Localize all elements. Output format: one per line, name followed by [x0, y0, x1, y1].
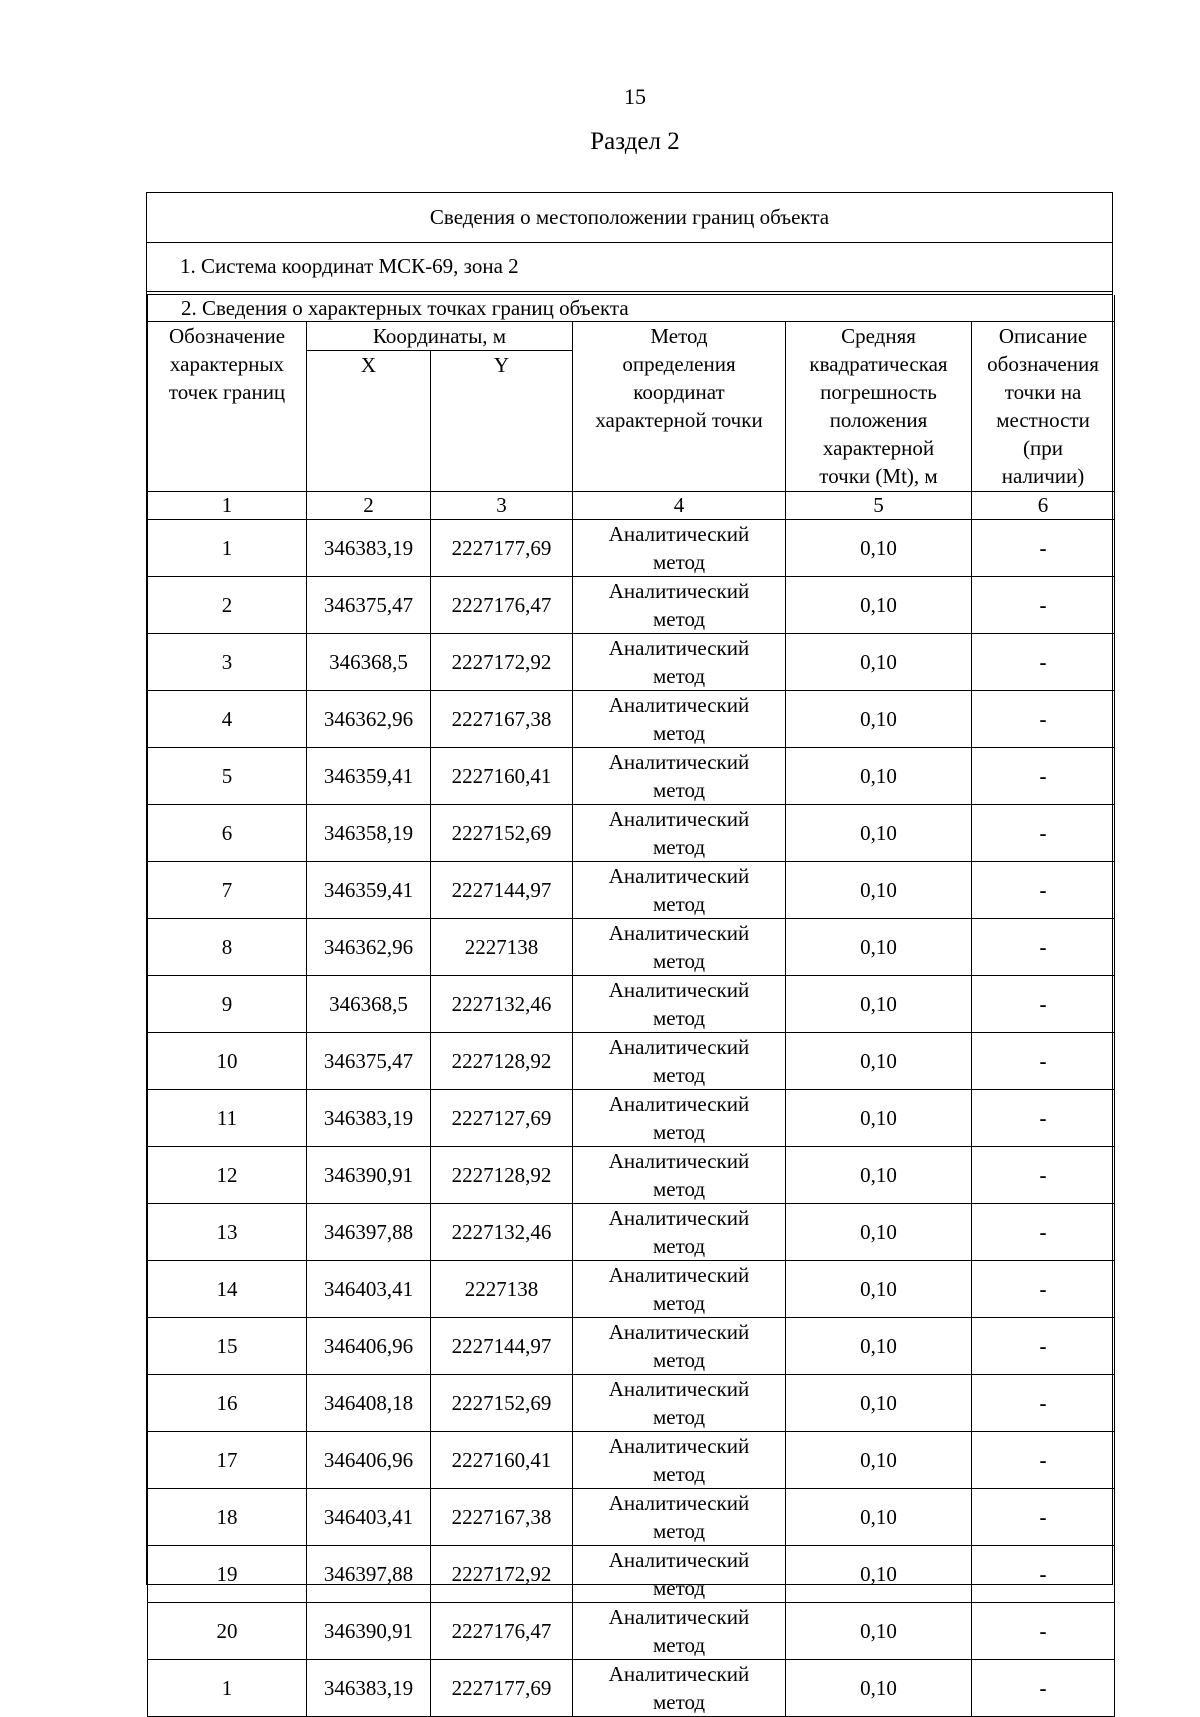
description-cell: -: [972, 1432, 1115, 1489]
table-row: [148, 1261, 1115, 1318]
x-coordinate-cell: 346383,19: [307, 1090, 431, 1147]
header-designation-line: точек границ: [168, 380, 286, 404]
header-designation-line: Обозначение: [168, 324, 286, 348]
description-cell: -: [972, 1375, 1115, 1432]
mt-cell: 0,10: [786, 1432, 972, 1489]
description-cell: -: [972, 1147, 1115, 1204]
y-coordinate-cell: 2227167,38: [431, 1489, 573, 1546]
method-line: Аналитический: [608, 807, 750, 831]
description-cell: -: [972, 691, 1115, 748]
header-designation: [148, 322, 307, 492]
point-number-cell: 8: [148, 919, 307, 976]
method-cell: [573, 1204, 786, 1261]
method-line: Аналитический: [608, 636, 750, 660]
table-row: [148, 1489, 1115, 1546]
method-cell: [573, 1147, 786, 1204]
method-line: метод: [652, 1234, 706, 1258]
method-line: метод: [652, 607, 706, 631]
description-cell: -: [972, 1489, 1115, 1546]
y-coordinate-cell: 2227172,92: [431, 634, 573, 691]
method-cell: [573, 1432, 786, 1489]
description-cell: -: [972, 1546, 1115, 1603]
table-row: [148, 1432, 1115, 1489]
method-line: Аналитический: [608, 1548, 750, 1572]
header-method-line: Метод: [650, 324, 708, 348]
method-cell: [573, 1090, 786, 1147]
mt-cell: 0,10: [786, 1090, 972, 1147]
description-cell: -: [972, 805, 1115, 862]
header-error-line: точки (Mt), м: [819, 464, 938, 488]
x-coordinate-cell: 346368,5: [307, 634, 431, 691]
column-number-row: [148, 492, 1115, 520]
y-coordinate-cell: 2227138: [431, 919, 573, 976]
header-x: X: [307, 351, 431, 492]
point-number-cell: 1: [148, 520, 307, 577]
x-coordinate-cell: 346406,96: [307, 1432, 431, 1489]
description-cell: -: [972, 1603, 1115, 1660]
table-row: [148, 1204, 1115, 1261]
method-cell: [573, 1660, 786, 1717]
method-line: метод: [652, 664, 706, 688]
method-cell: [573, 520, 786, 577]
method-line: метод: [652, 1576, 706, 1600]
table-row: [148, 1603, 1115, 1660]
point-number-cell: 1: [148, 1660, 307, 1717]
header-method-line: определения: [622, 352, 736, 376]
column-number: 2: [307, 492, 431, 520]
points-title: 2. Сведения о характерных точках границ объекта: [148, 295, 1115, 322]
point-number-cell: 6: [148, 805, 307, 862]
y-coordinate-cell: 2227132,46: [431, 976, 573, 1033]
method-line: Аналитический: [608, 921, 750, 945]
header-description: [972, 322, 1115, 492]
x-coordinate-cell: 346390,91: [307, 1603, 431, 1660]
point-number-cell: 4: [148, 691, 307, 748]
table-row: [148, 691, 1115, 748]
description-cell: -: [972, 577, 1115, 634]
points-section: [147, 294, 1112, 1714]
mt-cell: 0,10: [786, 577, 972, 634]
mt-cell: 0,10: [786, 805, 972, 862]
x-coordinate-cell: 346362,96: [307, 919, 431, 976]
header-description-line: Описание: [998, 324, 1088, 348]
method-line: Аналитический: [608, 864, 750, 888]
y-coordinate-cell: 2227128,92: [431, 1147, 573, 1204]
table-row: [148, 919, 1115, 976]
y-coordinate-cell: 2227176,47: [431, 577, 573, 634]
header-y: Y: [431, 351, 573, 492]
method-cell: [573, 805, 786, 862]
description-cell: -: [972, 1204, 1115, 1261]
mt-cell: 0,10: [786, 691, 972, 748]
x-coordinate-cell: 346375,47: [307, 1033, 431, 1090]
description-cell: -: [972, 1318, 1115, 1375]
method-line: Аналитический: [608, 1206, 750, 1230]
header-error-line: положения: [829, 408, 928, 432]
method-line: метод: [652, 1690, 706, 1714]
column-number: 6: [972, 492, 1115, 520]
header-description-line: местности: [996, 408, 1090, 432]
method-cell: [573, 1489, 786, 1546]
table-row: [148, 1546, 1115, 1603]
method-line: метод: [652, 949, 706, 973]
header-error-line: характерной: [822, 436, 935, 460]
description-cell: -: [972, 919, 1115, 976]
description-cell: -: [972, 1261, 1115, 1318]
boundary-info-table: [146, 192, 1113, 1714]
table-row: [148, 1318, 1115, 1375]
x-coordinate-cell: 346390,91: [307, 1147, 431, 1204]
x-coordinate-cell: 346383,19: [307, 1660, 431, 1717]
y-coordinate-cell: 2227132,46: [431, 1204, 573, 1261]
mt-cell: 0,10: [786, 1261, 972, 1318]
method-line: метод: [652, 1006, 706, 1030]
method-line: метод: [652, 778, 706, 802]
y-coordinate-cell: 2227160,41: [431, 1432, 573, 1489]
table-row: [148, 520, 1115, 577]
mt-cell: 0,10: [786, 1603, 972, 1660]
method-line: метод: [652, 835, 706, 859]
method-line: Аналитический: [608, 1092, 750, 1116]
y-coordinate-cell: 2227177,69: [431, 1660, 573, 1717]
y-coordinate-cell: 2227176,47: [431, 1603, 573, 1660]
method-line: Аналитический: [608, 1320, 750, 1344]
page-number: 15: [624, 84, 646, 109]
method-line: Аналитический: [608, 1662, 750, 1686]
method-cell: [573, 1546, 786, 1603]
y-coordinate-cell: 2227144,97: [431, 862, 573, 919]
point-number-cell: 19: [148, 1546, 307, 1603]
method-line: Аналитический: [608, 579, 750, 603]
x-coordinate-cell: 346406,96: [307, 1318, 431, 1375]
point-number-cell: 11: [148, 1090, 307, 1147]
header-method-line: характерной точки: [595, 408, 763, 432]
x-coordinate-cell: 346397,88: [307, 1546, 431, 1603]
y-coordinate-cell: 2227152,69: [431, 805, 573, 862]
header-description-line: точки на: [1004, 380, 1082, 404]
y-coordinate-cell: 2227160,41: [431, 748, 573, 805]
point-number-cell: 9: [148, 976, 307, 1033]
method-cell: [573, 748, 786, 805]
point-number-cell: 2: [148, 577, 307, 634]
method-line: метод: [652, 1063, 706, 1087]
method-line: метод: [652, 1405, 706, 1429]
point-number-cell: 14: [148, 1261, 307, 1318]
point-number-cell: 16: [148, 1375, 307, 1432]
mt-cell: 0,10: [786, 634, 972, 691]
method-line: метод: [652, 550, 706, 574]
x-coordinate-cell: 346403,41: [307, 1261, 431, 1318]
method-cell: [573, 691, 786, 748]
header-error: [786, 322, 972, 492]
method-line: Аналитический: [608, 1149, 750, 1173]
method-line: Аналитический: [608, 750, 750, 774]
method-line: Аналитический: [608, 978, 750, 1002]
point-number-cell: 7: [148, 862, 307, 919]
method-line: метод: [652, 1633, 706, 1657]
mt-cell: 0,10: [786, 976, 972, 1033]
x-coordinate-cell: 346359,41: [307, 862, 431, 919]
column-number: 3: [431, 492, 573, 520]
mt-cell: 0,10: [786, 1546, 972, 1603]
table-row: [148, 1033, 1115, 1090]
method-line: метод: [652, 1519, 706, 1543]
header-error-line: погрешность: [820, 380, 937, 404]
mt-cell: 0,10: [786, 1033, 972, 1090]
header-designation-line: характерных: [169, 352, 285, 376]
description-cell: -: [972, 1033, 1115, 1090]
description-cell: -: [972, 1090, 1115, 1147]
description-cell: -: [972, 520, 1115, 577]
table-row: [148, 577, 1115, 634]
method-cell: [573, 1375, 786, 1432]
description-cell: -: [972, 976, 1115, 1033]
method-line: метод: [652, 1291, 706, 1315]
point-number-cell: 17: [148, 1432, 307, 1489]
table-row: [148, 1375, 1115, 1432]
header-description-line: наличии): [1001, 464, 1085, 488]
method-cell: [573, 1033, 786, 1090]
x-coordinate-cell: 346403,41: [307, 1489, 431, 1546]
method-cell: [573, 634, 786, 691]
method-line: Аналитический: [608, 1491, 750, 1515]
mt-cell: 0,10: [786, 1147, 972, 1204]
mt-cell: 0,10: [786, 1660, 972, 1717]
table-row: [148, 748, 1115, 805]
y-coordinate-cell: 2227172,92: [431, 1546, 573, 1603]
table-row: [148, 976, 1115, 1033]
method-cell: [573, 976, 786, 1033]
method-line: Аналитический: [608, 1605, 750, 1629]
mt-cell: 0,10: [786, 1489, 972, 1546]
method-line: Аналитический: [608, 1263, 750, 1287]
column-number: 1: [148, 492, 307, 520]
column-number: 5: [786, 492, 972, 520]
header-description-line: (при: [1023, 436, 1064, 460]
method-cell: [573, 577, 786, 634]
method-line: метод: [652, 1177, 706, 1201]
x-coordinate-cell: 346397,88: [307, 1204, 431, 1261]
description-cell: -: [972, 748, 1115, 805]
y-coordinate-cell: 2227128,92: [431, 1033, 573, 1090]
table-row: [148, 1660, 1115, 1717]
mt-cell: 0,10: [786, 1204, 972, 1261]
description-cell: -: [972, 862, 1115, 919]
y-coordinate-cell: 2227138: [431, 1261, 573, 1318]
point-number-cell: 12: [148, 1147, 307, 1204]
mt-cell: 0,10: [786, 919, 972, 976]
points-table: [147, 295, 1115, 1717]
method-line: Аналитический: [608, 522, 750, 546]
point-number-cell: 3: [148, 634, 307, 691]
mt-cell: 0,10: [786, 1318, 972, 1375]
point-number-cell: 10: [148, 1033, 307, 1090]
method-line: метод: [652, 1462, 706, 1486]
point-number-cell: 13: [148, 1204, 307, 1261]
x-coordinate-cell: 346408,18: [307, 1375, 431, 1432]
header-coordinates: Координаты, м: [307, 322, 573, 351]
point-number-cell: 18: [148, 1489, 307, 1546]
x-coordinate-cell: 346375,47: [307, 577, 431, 634]
coordinate-system: 1. Система координат МСК-69, зона 2: [147, 242, 1112, 292]
method-cell: [573, 919, 786, 976]
section-title: Раздел 2: [590, 128, 680, 155]
x-coordinate-cell: 346359,41: [307, 748, 431, 805]
header-method: [573, 322, 786, 492]
mt-cell: 0,10: [786, 520, 972, 577]
table-row: [148, 1090, 1115, 1147]
y-coordinate-cell: 2227144,97: [431, 1318, 573, 1375]
table-row: [148, 805, 1115, 862]
header-error-line: Средняя: [841, 324, 916, 348]
y-coordinate-cell: 2227152,69: [431, 1375, 573, 1432]
column-number: 4: [573, 492, 786, 520]
method-line: метод: [652, 892, 706, 916]
table-row: [148, 862, 1115, 919]
mt-cell: 0,10: [786, 1375, 972, 1432]
mt-cell: 0,10: [786, 862, 972, 919]
method-line: метод: [652, 1348, 706, 1372]
y-coordinate-cell: 2227127,69: [431, 1090, 573, 1147]
method-cell: [573, 1603, 786, 1660]
method-line: Аналитический: [608, 1377, 750, 1401]
method-line: Аналитический: [608, 1434, 750, 1458]
y-coordinate-cell: 2227167,38: [431, 691, 573, 748]
method-cell: [573, 1318, 786, 1375]
method-line: метод: [652, 721, 706, 745]
table-heading: Сведения о местоположении границ объекта: [147, 193, 1112, 243]
point-number-cell: 20: [148, 1603, 307, 1660]
description-cell: -: [972, 1660, 1115, 1717]
y-coordinate-cell: 2227177,69: [431, 520, 573, 577]
method-cell: [573, 1261, 786, 1318]
table-row: [148, 634, 1115, 691]
header-description-line: обозначения: [987, 352, 1099, 376]
header-error-line: квадратическая: [809, 352, 948, 376]
method-line: метод: [652, 1120, 706, 1144]
x-coordinate-cell: 346383,19: [307, 520, 431, 577]
description-cell: -: [972, 634, 1115, 691]
mt-cell: 0,10: [786, 748, 972, 805]
x-coordinate-cell: 346362,96: [307, 691, 431, 748]
table-row: [148, 1147, 1115, 1204]
method-line: Аналитический: [608, 693, 750, 717]
x-coordinate-cell: 346368,5: [307, 976, 431, 1033]
x-coordinate-cell: 346358,19: [307, 805, 431, 862]
point-number-cell: 5: [148, 748, 307, 805]
method-line: Аналитический: [608, 1035, 750, 1059]
point-number-cell: 15: [148, 1318, 307, 1375]
header-method-line: координат: [633, 380, 725, 404]
method-cell: [573, 862, 786, 919]
